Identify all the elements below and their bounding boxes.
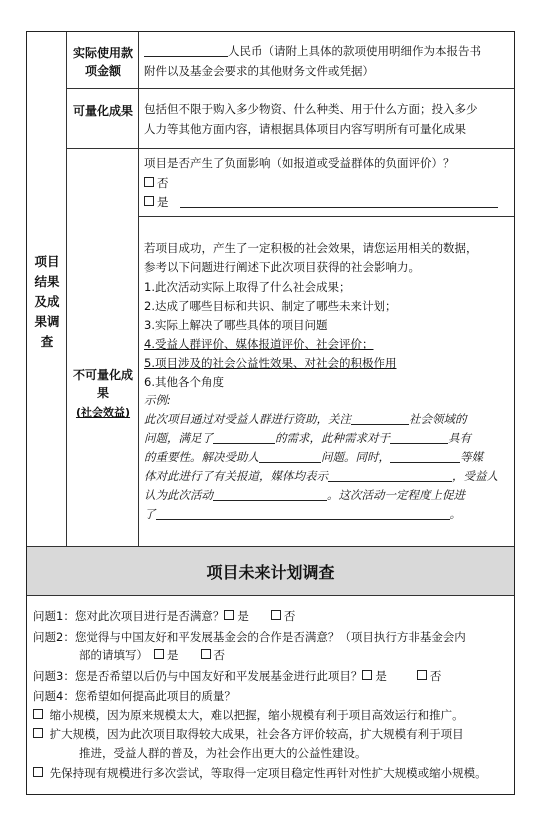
example-text: 问题。同时， [321,450,390,464]
question-2: 问题2：您觉得与中国友好和平发展基金会的合作是否满意？（项目执行方非基金会内 [33,630,466,644]
option-keep[interactable] [33,764,487,782]
checkbox-icon[interactable] [224,610,234,620]
list-item: 2.达成了哪些目标和共识、制定了哪些未来计划； [144,299,397,313]
quantifiable-line-1: 包括但不限于购入多少物资、什么种类、用于什么方面；投入多少 [144,102,478,116]
question-1 [33,607,295,625]
example-text: 了 [144,507,156,521]
option-expand-cont: 推进，受益人群的普及，为社会作出更大的公益性建设。 [79,746,367,760]
example-text: 体对此进行了有关报道，媒体均表示 [144,469,328,483]
example-text: 此次项目通过对受益人群进行资助，关注 [144,412,351,426]
example-text: 具有 [448,431,471,445]
list-item: 4.受益人群评价、媒体报道评价、社会评价； [144,337,374,351]
example-blank[interactable] [390,431,448,444]
option-yes-label: 是 [375,669,387,683]
report-form [26,31,515,795]
nonquant-intro-1: 若项目成功，产生了一定积极的社会效果，请您运用相关的数据， [144,241,478,255]
example-blank[interactable] [390,450,460,463]
example-text: ，受益人 [452,469,498,483]
option-text: 缩小规模，因为原来规模太大，难以把握，缩小规模有利于项目高效运行和推广。 [49,708,464,722]
option-no-label: 否 [283,609,296,623]
row-divider-2 [66,148,514,149]
example-line-4 [144,466,498,486]
col-divider-2 [138,32,139,546]
negative-no-option[interactable] [144,174,169,192]
row-divider-3 [138,216,514,217]
example-blank[interactable] [213,431,275,444]
amount-blank[interactable] [144,44,228,57]
non-quantifiable-label: 不可量化成果 [72,368,133,400]
example-line-6 [144,504,461,524]
actual-amount-text [144,42,481,60]
actual-amount-label: 实际使用款项金额 [72,46,133,78]
checkbox-icon[interactable] [362,670,372,680]
col-divider-1 [66,32,67,546]
option-yes-label: 是 [167,648,179,662]
example-blank[interactable] [328,469,452,482]
question-3 [33,667,441,685]
example-blank[interactable] [213,488,327,501]
example-title: 示例: [144,393,171,407]
future-plan-title: 项目未来计划调查 [206,562,335,582]
list-item: 1.此次活动实际上取得了什么社会成果； [144,280,351,294]
example-blank[interactable] [259,450,321,463]
example-line-2 [144,428,471,448]
checkbox-icon[interactable] [271,610,281,620]
question-text: 问题1：您对此次项目进行是否满意？ [33,609,225,623]
checkbox-icon[interactable] [33,767,43,777]
nonquant-intro-2: 参考以下问题进行阐述下此次项目获得的社会影响力。 [144,260,420,274]
example-text: 的重要性。解决受助人 [144,450,259,464]
future-plan-header [27,546,514,596]
example-line-1 [144,409,467,429]
negative-impact-question: 项目是否产生了负面影响（如报道或受益群体的负面评价）？ [144,156,455,170]
example-text: 认为此次活动 [144,488,213,502]
amount-prefix: 人民币（请附上具体的款项使用明细作为本报告书 [228,44,481,58]
checkbox-icon[interactable] [144,196,154,206]
option-no-label: 否 [157,176,169,190]
example-text: 问题，满足了 [144,431,213,445]
example-line-3 [144,447,483,467]
checkbox-icon[interactable] [33,728,43,738]
quantifiable-line-2: 人力等其他方面内容，请根据具体项目内容写明所有可量化成果 [144,122,466,136]
checkbox-icon[interactable] [144,177,154,187]
example-blank[interactable] [351,412,409,425]
social-benefit-text: (社会效益) [75,406,131,419]
example-text: 。这次活动一定程度上促进 [327,488,465,502]
option-text: 扩大规模，因为此次项目取得较大成果，社会各方评价较高，扩大规模有利于项目 [49,727,464,741]
social-benefit-label [71,404,135,420]
quantifiable-label: 可量化成果 [72,104,133,118]
option-text: 先保持现有规模进行多次尝试，等取得一定项目稳定性再针对性扩大规模或缩小规模。 [49,766,487,780]
option-no-label: 否 [429,669,442,683]
checkbox-icon[interactable] [33,709,43,719]
question-4: 问题4：您希望如何提高此项目的质量？ [33,689,236,703]
question-text: 问题3：您是否希望以后仍与中国友好和平发展基金进行此项目？ [33,669,363,683]
example-text: 等媒 [460,450,483,464]
option-expand[interactable] [33,725,464,743]
list-item: 5.项目涉及的社会公益性效果、对社会的积极作用 [144,356,397,370]
example-text: 的需求，此种需求对于 [275,431,390,445]
negative-detail-blank[interactable] [180,195,498,208]
side-section-label: 项目结果及成果调查 [34,254,60,349]
option-no-label: 否 [213,648,225,662]
example-text: 社会领域的 [409,412,467,426]
example-line-5 [144,485,465,505]
list-item: 3.实际上解决了哪些具体的项目问题 [144,318,328,332]
checkbox-icon[interactable] [154,649,164,659]
checkbox-icon[interactable] [417,670,427,680]
negative-yes-option[interactable] [144,193,498,211]
option-yes-label: 是 [157,195,169,209]
checkbox-icon[interactable] [201,649,211,659]
row-divider-1 [66,88,514,89]
option-shrink[interactable] [33,706,464,724]
example-blank[interactable] [156,507,450,520]
question-2-cont [79,646,225,664]
list-item: 6.其他各个角度 [144,375,224,389]
option-yes-label: 是 [237,609,249,623]
amount-note: 附件以及基金会要求的其他财务文件或凭据） [144,64,374,78]
example-text: 。 [449,507,461,521]
question-text: 部的请填写） [79,648,148,662]
